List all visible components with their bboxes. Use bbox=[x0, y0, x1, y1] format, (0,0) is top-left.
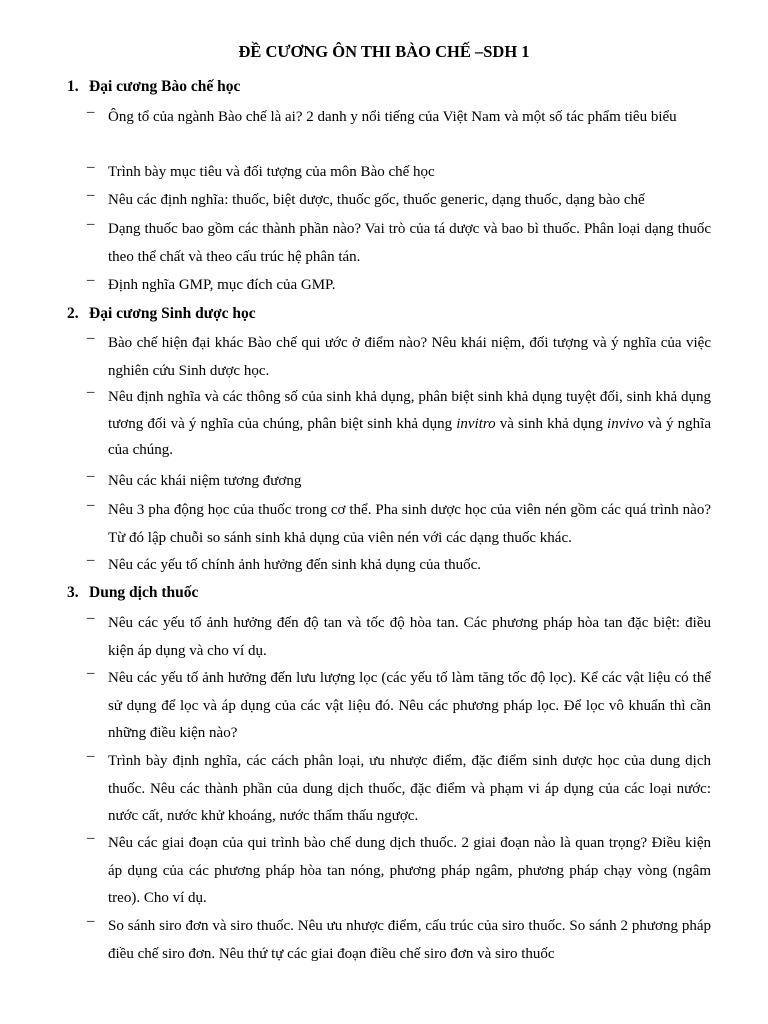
section-number: 3. bbox=[67, 584, 79, 601]
dash-bullet: – bbox=[87, 104, 95, 120]
list-item-text: Nêu các yếu tố ảnh hưởng đến lưu lượng lọc (các yếu tố làm tăng tốc độ lọc). Kể các vật liệu có thể sử dụng để lọc và áp dụng của các vật liệu đó. Nêu các phương pháp lọc. Để lọc vô khuẩn thì cần những điều kiện nào? bbox=[108, 670, 711, 741]
section-heading-3 bbox=[67, 582, 198, 604]
list-item bbox=[87, 330, 711, 385]
dash-bullet: – bbox=[87, 216, 95, 232]
list-item bbox=[87, 497, 711, 552]
text-run: và ý nghĩa của chúng. bbox=[108, 415, 711, 458]
text-run: và sinh khả dụng bbox=[495, 415, 608, 432]
list-item-text: Trình bày mục tiêu và đối tượng của môn Bào chế học bbox=[108, 164, 435, 180]
list-item-text: Nêu 3 pha động học của thuốc trong cơ thể. Pha sinh dược học của viên nén gồm các quá trình nào? Từ đó lập chuỗi so sánh sinh khả dụng của viên nén với các dạng thuốc khác. bbox=[108, 502, 711, 546]
list-item-text: Dạng thuốc bao gồm các thành phần nào? Vai trò của tá dược và bao bì thuốc. Phân loại dạng thuốc theo thể chất và theo cấu trúc hệ phân tán. bbox=[108, 221, 711, 265]
list-item bbox=[87, 665, 711, 748]
dash-bullet: – bbox=[87, 384, 95, 400]
text-run: Nêu định nghĩa và các thông số của sinh khả dụng, phân biệt sinh khả dụng tuyệt đối, sinh khả dụng tương đối và ý nghĩa của chúng, phân biệt sinh khả dụng bbox=[108, 389, 711, 432]
list-item-text: So sánh siro đơn và siro thuốc. Nêu ưu nhược điểm, cấu trúc của siro thuốc. So sánh 2 phương pháp điều chế siro đơn. Nêu thứ tự các giai đoạn điều chế siro đơn và siro thuốc bbox=[108, 918, 711, 962]
italic-term: invitro bbox=[456, 415, 496, 432]
list-item bbox=[87, 748, 711, 831]
list-item-text bbox=[108, 384, 711, 464]
list-item bbox=[87, 552, 711, 580]
list-item bbox=[87, 104, 711, 132]
section-title: Dung dịch thuốc bbox=[89, 584, 199, 601]
list-item-text: Nêu các khái niệm tương đương bbox=[108, 473, 302, 489]
list-item-text: Trình bày định nghĩa, các cách phân loại, ưu nhược điểm, đặc điểm sinh dược học của dung dịch thuốc. Nêu các thành phần của dung dịch thuốc, đặc điểm và phạm vi áp dụng của các loại nước: nước cất, nước khử khoáng, nước thẩm thấu ngược. bbox=[108, 753, 711, 824]
section-heading-2 bbox=[67, 303, 256, 325]
dash-bullet: – bbox=[87, 665, 95, 681]
dash-bullet: – bbox=[87, 330, 95, 346]
section-title: Đại cương Sinh dược học bbox=[89, 305, 256, 322]
list-item-text: Ông tổ của ngành Bào chế là ai? 2 danh y nổi tiếng của Việt Nam và một số tác phẩm tiêu biểu bbox=[108, 109, 677, 125]
list-item-text: Nêu các định nghĩa: thuốc, biệt dược, thuốc gốc, thuốc generic, dạng thuốc, dạng bào chế bbox=[108, 192, 645, 208]
section-heading-1 bbox=[67, 76, 240, 98]
dash-bullet: – bbox=[87, 272, 95, 288]
list-item bbox=[87, 468, 711, 496]
list-item-text: Nêu các yếu tố ảnh hưởng đến độ tan và tốc độ hòa tan. Các phương pháp hòa tan đặc biệt: điều kiện áp dụng và cho ví dụ. bbox=[108, 615, 711, 659]
list-item bbox=[87, 216, 711, 271]
dash-bullet: – bbox=[87, 830, 95, 846]
dash-bullet: – bbox=[87, 913, 95, 929]
list-item bbox=[87, 913, 711, 968]
document-title: ĐỀ CƯƠNG ÔN THI BÀO CHẾ –SDH 1 bbox=[238, 42, 530, 61]
list-item bbox=[87, 187, 711, 215]
list-item-text: Bào chế hiện đại khác Bào chế qui ước ở điểm nào? Nêu khái niệm, đối tượng và ý nghĩa của việc nghiên cứu Sinh dược học. bbox=[108, 335, 711, 379]
list-item bbox=[87, 159, 711, 187]
dash-bullet: – bbox=[87, 159, 95, 175]
dash-bullet: – bbox=[87, 468, 95, 484]
dash-bullet: – bbox=[87, 187, 95, 203]
section-title: Đại cương Bào chế học bbox=[89, 78, 241, 95]
dash-bullet: – bbox=[87, 497, 95, 513]
section-number: 2. bbox=[67, 305, 79, 322]
section-number: 1. bbox=[67, 78, 79, 95]
list-item bbox=[87, 384, 711, 464]
dash-bullet: – bbox=[87, 610, 95, 626]
list-item bbox=[87, 610, 711, 665]
list-item bbox=[87, 830, 711, 913]
italic-term: invivo bbox=[607, 415, 644, 432]
dash-bullet: – bbox=[87, 552, 95, 568]
dash-bullet: – bbox=[87, 748, 95, 764]
list-item-text: Định nghĩa GMP, mục đích của GMP. bbox=[108, 277, 336, 293]
list-item-text: Nêu các giai đoạn của qui trình bào chế dung dịch thuốc. 2 giai đoạn nào là quan trọng? Điều kiện áp dụng của các phương pháp hòa tan nóng, phương pháp ngâm, phương pháp chạy vòng (ngâm treo). Cho ví dụ. bbox=[108, 835, 711, 906]
list-item-text: Nêu các yếu tố chính ảnh hưởng đến sinh khả dụng của thuốc. bbox=[108, 557, 482, 573]
list-item bbox=[87, 272, 711, 300]
